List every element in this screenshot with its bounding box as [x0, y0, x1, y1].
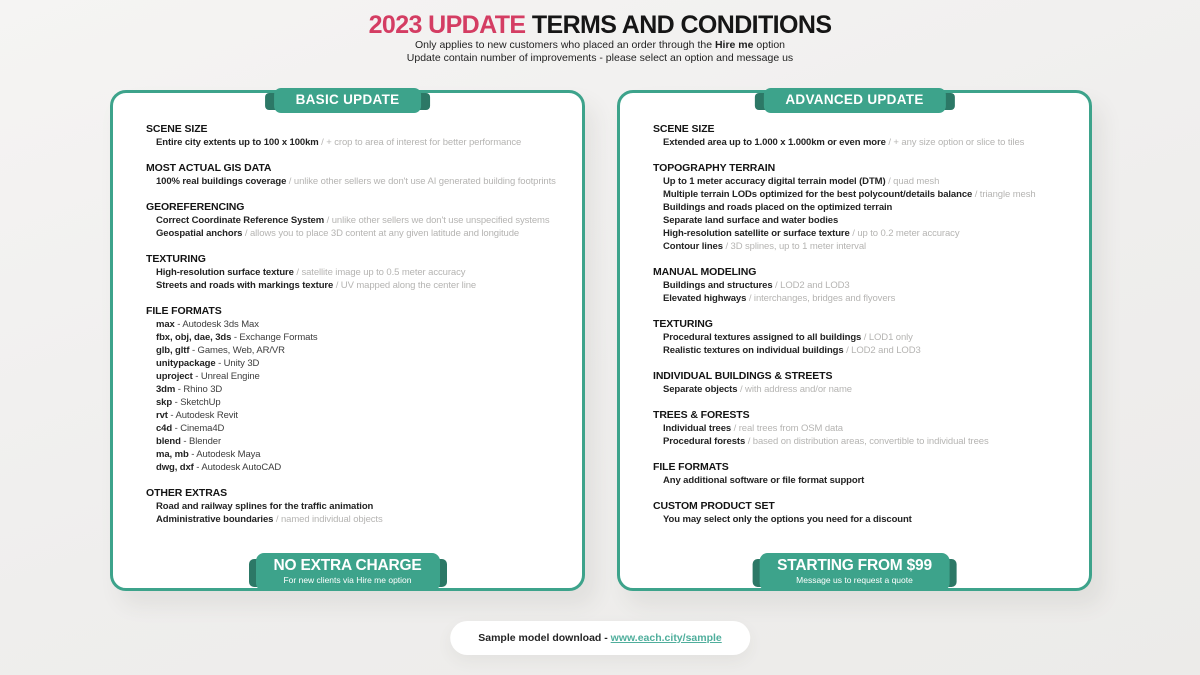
feature-item: [146, 370, 566, 383]
item-main: Contour lines: [663, 241, 723, 252]
sample-download-pill: [450, 621, 750, 655]
feature-item: [146, 513, 566, 526]
item-main: High-resolution satellite or surface texture: [663, 228, 850, 239]
format-desc: - Autodesk 3ds Max: [174, 319, 259, 330]
section: [653, 162, 1073, 253]
section-title: SCENE SIZE: [146, 123, 208, 135]
feature-item: [146, 344, 566, 357]
subtitle1-bold: Hire me: [714, 39, 754, 51]
feature-item: [653, 331, 1073, 344]
section-title: TEXTURING: [653, 318, 713, 330]
item-note: / allows you to place 3D content at any given latitude and longitude: [242, 228, 520, 239]
footer-badge: [759, 553, 950, 591]
format-desc: - Rhino 3D: [175, 384, 223, 395]
item-main: Geospatial anchors: [156, 228, 243, 239]
basic-update-badge: [274, 88, 422, 113]
feature-item: [146, 266, 566, 279]
item-main: Extended area up to 1.000 x 1.000km or even more: [663, 137, 886, 148]
section: [653, 500, 1073, 526]
format-name: max: [156, 319, 175, 330]
item-note: / unlike other sellers we don't use unspecified systems: [324, 215, 550, 226]
footer-badge-title: NO EXTRA CHARGE: [273, 557, 422, 574]
advanced-update-badge: [763, 88, 945, 113]
feature-item: [653, 136, 1073, 149]
feature-item: [146, 409, 566, 422]
feature-item: [653, 422, 1073, 435]
feature-item: [146, 214, 566, 227]
feature-item: [146, 461, 566, 474]
feature-item: [653, 188, 1073, 201]
subtitle-line-2: Update contain number of improvements - please select an option and message us: [406, 52, 794, 64]
section: [653, 409, 1073, 448]
section: [146, 253, 566, 292]
feature-item: [146, 396, 566, 409]
sample-download-label: Sample model download -: [478, 632, 611, 644]
format-name: rvt: [156, 410, 168, 421]
item-main: Separate land surface and water bodies: [663, 215, 839, 226]
feature-item: [653, 344, 1073, 357]
feature-item: [146, 383, 566, 396]
page-header: [0, 12, 1200, 65]
item-main: Entire city extents up to 100 x 100km: [156, 137, 319, 148]
feature-item: [146, 279, 566, 292]
subtitle1-pre: Only applies to new customers who placed an order through the: [414, 39, 715, 51]
feature-item: [653, 240, 1073, 253]
format-desc: - Games, Web, AR/VR: [189, 345, 285, 356]
format-desc: - Autodesk AutoCAD: [193, 462, 282, 473]
format-name: ma, mb: [156, 449, 189, 460]
format-name: unitypackage: [156, 358, 216, 369]
item-main: Buildings and roads placed on the optimized terrain: [663, 202, 893, 213]
advanced-update-body: [620, 93, 1089, 526]
feature-item: [653, 474, 1073, 487]
feature-item: [146, 422, 566, 435]
advanced-update-panel: [617, 90, 1092, 591]
item-main: High-resolution surface texture: [156, 267, 294, 278]
feature-item: [146, 175, 566, 188]
item-note: / based on distribution areas, convertible to individual trees: [745, 436, 989, 447]
format-desc: - Autodesk Maya: [188, 449, 261, 460]
section-title: GEOREFERENCING: [146, 201, 245, 213]
subtitle1-post: option: [753, 39, 786, 51]
item-note: / satellite image up to 0.5 meter accuracy: [293, 267, 466, 278]
item-main: Elevated highways: [663, 293, 747, 304]
section-title: CUSTOM PRODUCT SET: [653, 500, 775, 512]
item-main: 100% real buildings coverage: [156, 176, 287, 187]
feature-item: [146, 318, 566, 331]
format-desc: - Unity 3D: [215, 358, 260, 369]
section-title: TEXTURING: [146, 253, 206, 265]
item-main: Multiple terrain LODs optimized for the best polycount/details balance: [663, 189, 973, 200]
item-main: Up to 1 meter accuracy digital terrain model (DTM): [663, 176, 886, 187]
footer-badge-title: STARTING FROM $99: [777, 557, 932, 574]
item-main: Individual trees: [663, 423, 732, 434]
section-title: INDIVIDUAL BUILDINGS & STREETS: [653, 370, 833, 382]
format-name: blend: [156, 436, 181, 447]
section: [653, 318, 1073, 357]
item-note: / interchanges, bridges and flyovers: [746, 293, 896, 304]
footer-badge-subtitle: For new clients via Hire me option: [283, 575, 412, 585]
feature-item: [653, 227, 1073, 240]
feature-item: [146, 435, 566, 448]
section: [653, 266, 1073, 305]
section-title: FILE FORMATS: [653, 461, 729, 473]
item-note: / up to 0.2 meter accuracy: [849, 228, 960, 239]
item-main: Any additional software or file format support: [663, 475, 865, 486]
item-note: / LOD1 only: [861, 332, 913, 343]
feature-item: [653, 383, 1073, 396]
format-name: c4d: [156, 423, 173, 434]
section: [146, 123, 566, 149]
footer-badge: [256, 553, 440, 591]
feature-item: [146, 448, 566, 461]
item-note: / triangle mesh: [972, 189, 1036, 200]
format-name: dwg, dxf: [156, 462, 194, 473]
item-main: Procedural textures assigned to all buildings: [663, 332, 862, 343]
format-desc: - Cinema4D: [172, 423, 225, 434]
basic-update-body: [113, 93, 582, 526]
section: [146, 305, 566, 474]
item-main: Streets and roads with markings texture: [156, 280, 334, 291]
item-note: / + any size option or slice to tiles: [885, 137, 1025, 148]
basic-update-footer-badge: [256, 553, 440, 591]
section: [653, 123, 1073, 149]
subtitle-line-1: [0, 39, 1200, 52]
feature-item: [653, 175, 1073, 188]
feature-item: [653, 214, 1073, 227]
feature-item: [146, 136, 566, 149]
item-note: / quad mesh: [885, 176, 940, 187]
item-main: Administrative boundaries: [156, 514, 274, 525]
section: [653, 370, 1073, 396]
section: [653, 461, 1073, 487]
section: [146, 487, 566, 526]
item-main: You may select only the options you need for a discount: [663, 514, 912, 525]
feature-item: [146, 331, 566, 344]
feature-item: [146, 500, 566, 513]
item-main: Realistic textures on individual buildings: [663, 345, 844, 356]
sample-download-link[interactable]: www.each.city/sample: [610, 632, 722, 644]
item-note: / 3D splines, up to 1 meter interval: [722, 241, 867, 252]
format-name: glb, gltf: [156, 345, 190, 356]
item-note: / with address and/or name: [737, 384, 852, 395]
format-name: fbx, obj, dae, 3ds: [156, 332, 232, 343]
item-main: Procedural forests: [663, 436, 746, 447]
item-note: / unlike other sellers we don't use AI generated building footprints: [286, 176, 556, 187]
section: [146, 201, 566, 240]
feature-item: [653, 435, 1073, 448]
item-note: / LOD2 and LOD3: [843, 345, 921, 356]
section-title: MOST ACTUAL GIS DATA: [146, 162, 272, 174]
format-name: 3dm: [156, 384, 176, 395]
item-main: Separate objects: [663, 384, 738, 395]
advanced-update-footer-badge: [759, 553, 950, 591]
feature-item: [146, 227, 566, 240]
format-desc: - Blender: [180, 436, 222, 447]
page-title: [0, 12, 1200, 39]
format-name: skp: [156, 397, 173, 408]
title-highlight: 2023 UPDATE: [368, 11, 526, 39]
section-title: MANUAL MODELING: [653, 266, 757, 278]
title-rest: TERMS AND CONDITIONS: [525, 11, 832, 39]
feature-item: [146, 357, 566, 370]
section: [146, 162, 566, 188]
section-title: OTHER EXTRAS: [146, 487, 228, 499]
basic-update-panel: [110, 90, 585, 591]
feature-item: [653, 292, 1073, 305]
feature-item: [653, 279, 1073, 292]
item-note: / real trees from OSM data: [731, 423, 843, 434]
item-note: / LOD2 and LOD3: [772, 280, 850, 291]
format-desc: - Exchange Formats: [231, 332, 318, 343]
item-note: / + crop to area of interest for better performance: [318, 137, 522, 148]
format-desc: - SketchUp: [172, 397, 221, 408]
format-name: uproject: [156, 371, 193, 382]
item-note: / named individual objects: [273, 514, 383, 525]
item-main: Correct Coordinate Reference System: [156, 215, 325, 226]
format-desc: - Unreal Engine: [192, 371, 260, 382]
section-title: TOPOGRAPHY TERRAIN: [653, 162, 776, 174]
item-main: Buildings and structures: [663, 280, 773, 291]
section-title: SCENE SIZE: [653, 123, 715, 135]
item-main: Road and railway splines for the traffic animation: [156, 501, 374, 512]
item-note: / UV mapped along the center line: [333, 280, 477, 291]
feature-item: [653, 513, 1073, 526]
badge-label: ADVANCED UPDATE: [763, 88, 945, 113]
badge-label: BASIC UPDATE: [274, 88, 422, 113]
section-title: TREES & FORESTS: [653, 409, 750, 421]
format-desc: - Autodesk Revit: [167, 410, 238, 421]
footer-badge-subtitle: Message us to request a quote: [796, 575, 913, 585]
section-title: FILE FORMATS: [146, 305, 222, 317]
feature-item: [653, 201, 1073, 214]
